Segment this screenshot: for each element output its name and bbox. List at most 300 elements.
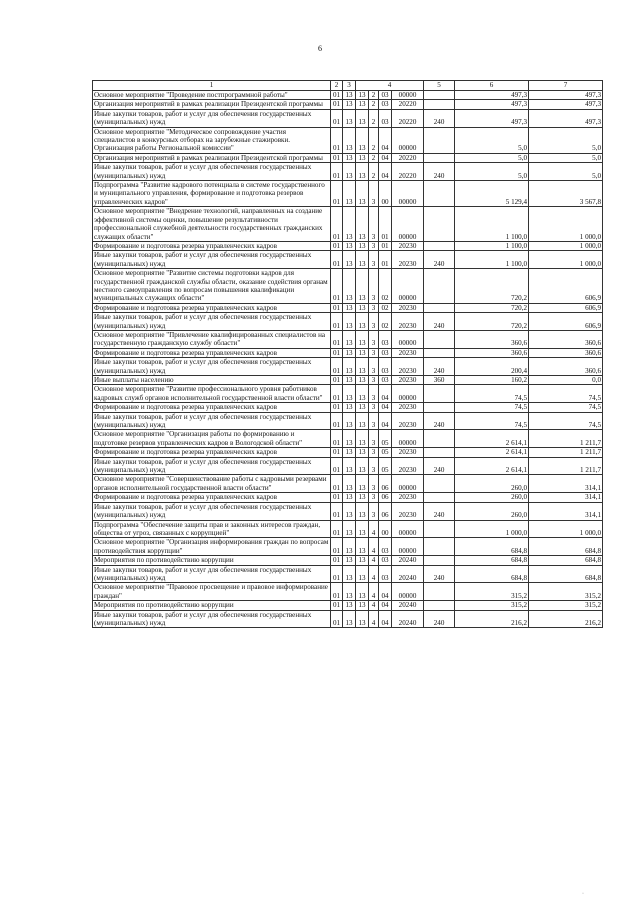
col6-value-cell: 260,0 <box>455 493 529 502</box>
col5-cell <box>424 153 455 162</box>
target-a-cell: 13 <box>356 109 369 127</box>
header-col-2: 2 <box>331 81 343 91</box>
target-a-cell: 13 <box>356 502 369 520</box>
target-b-cell: 4 <box>369 556 379 565</box>
col5-cell: 240 <box>424 457 455 475</box>
row-name-cell: Основное мероприятие "Правовое просвещение и правовое информирование граждан" <box>93 583 331 601</box>
col3-cell: 13 <box>343 610 356 628</box>
table-row <box>93 475 603 493</box>
table-row <box>93 583 603 601</box>
col2-cell: 01 <box>331 556 343 565</box>
target-c-cell: 01 <box>379 241 392 250</box>
col7-value-cell: 314,1 <box>529 502 603 520</box>
col7-value-cell: 314,1 <box>529 475 603 493</box>
target-code-cell: 20230 <box>392 348 424 357</box>
col2-cell: 01 <box>331 348 343 357</box>
col5-cell: 240 <box>424 313 455 331</box>
col7-value-cell: 314,1 <box>529 493 603 502</box>
col6-value-cell: 260,0 <box>455 475 529 493</box>
col3-cell: 13 <box>343 412 356 430</box>
target-code-cell: 20220 <box>392 100 424 109</box>
col5-cell <box>424 127 455 153</box>
col2-cell: 01 <box>331 100 343 109</box>
col2-cell: 01 <box>331 520 343 538</box>
col3-cell: 13 <box>343 163 356 181</box>
table-body <box>93 91 603 628</box>
target-a-cell: 13 <box>356 412 369 430</box>
row-name-cell: Формирование и подготовка резерва управленческих кадров <box>93 241 331 250</box>
col2-cell: 01 <box>331 127 343 153</box>
table-row <box>93 109 603 127</box>
target-a-cell: 13 <box>356 448 369 457</box>
corner-mark: · <box>582 891 584 897</box>
col7-value-cell: 360,6 <box>529 330 603 348</box>
row-name-cell: Основное мероприятие "Привлечение квалифицированных специалистов на государственную гражданскую службу области" <box>93 330 331 348</box>
col7-value-cell: 497,3 <box>529 100 603 109</box>
target-c-cell: 04 <box>379 127 392 153</box>
col7-value-cell: 5,0 <box>529 127 603 153</box>
target-b-cell: 3 <box>369 313 379 331</box>
target-code-cell: 20220 <box>392 153 424 162</box>
col7-value-cell: 1 000,0 <box>529 241 603 250</box>
col7-value-cell: 497,3 <box>529 109 603 127</box>
header-col-4: 4 <box>356 81 424 91</box>
target-b-cell: 4 <box>369 565 379 583</box>
target-a-cell: 13 <box>356 493 369 502</box>
col2-cell: 01 <box>331 430 343 448</box>
row-name-cell: Иные закупки товаров, работ и услуг для обеспечения государственных (муниципальных) нужд <box>93 251 331 269</box>
table-row <box>93 520 603 538</box>
target-code-cell: 20220 <box>392 163 424 181</box>
table-row <box>93 502 603 520</box>
col6-value-cell: 5,0 <box>455 153 529 162</box>
target-a-cell: 13 <box>356 538 369 556</box>
target-c-cell: 05 <box>379 457 392 475</box>
target-c-cell: 03 <box>379 100 392 109</box>
col7-value-cell: 315,2 <box>529 601 603 610</box>
target-code-cell: 00000 <box>392 269 424 304</box>
target-c-cell: 03 <box>379 348 392 357</box>
col6-value-cell: 2 614,1 <box>455 430 529 448</box>
row-name-cell: Иные закупки товаров, работ и услуг для обеспечения государственных (муниципальных) нужд <box>93 313 331 331</box>
col2-cell: 01 <box>331 251 343 269</box>
col2-cell: 01 <box>331 330 343 348</box>
target-c-cell: 04 <box>379 412 392 430</box>
col3-cell: 13 <box>343 348 356 357</box>
col7-value-cell: 606,9 <box>529 269 603 304</box>
table-row <box>93 565 603 583</box>
target-a-cell: 13 <box>356 241 369 250</box>
col6-value-cell: 5,0 <box>455 127 529 153</box>
table-row <box>93 153 603 162</box>
table-row <box>93 403 603 412</box>
target-c-cell: 03 <box>379 91 392 100</box>
col3-cell: 13 <box>343 303 356 312</box>
table-row <box>93 269 603 304</box>
target-code-cell: 20230 <box>392 448 424 457</box>
col7-value-cell: 216,2 <box>529 610 603 628</box>
col7-value-cell: 315,2 <box>529 583 603 601</box>
target-c-cell: 03 <box>379 565 392 583</box>
table-row <box>93 385 603 403</box>
col3-cell: 13 <box>343 109 356 127</box>
target-b-cell: 3 <box>369 412 379 430</box>
target-c-cell: 03 <box>379 376 392 385</box>
col2-cell: 01 <box>331 313 343 331</box>
col2-cell: 01 <box>331 502 343 520</box>
row-name-cell: Иные закупки товаров, работ и услуг для обеспечения государственных (муниципальных) нужд <box>93 109 331 127</box>
target-b-cell: 2 <box>369 100 379 109</box>
col3-cell: 13 <box>343 538 356 556</box>
target-b-cell: 3 <box>369 358 379 376</box>
col7-value-cell: 5,0 <box>529 163 603 181</box>
target-b-cell: 3 <box>369 448 379 457</box>
col3-cell: 13 <box>343 565 356 583</box>
col2-cell: 01 <box>331 358 343 376</box>
row-name-cell: Иные закупки товаров, работ и услуг для обеспечения государственных (муниципальных) нужд <box>93 457 331 475</box>
row-name-cell: Формирование и подготовка резерва управленческих кадров <box>93 403 331 412</box>
target-code-cell: 00000 <box>392 330 424 348</box>
col3-cell: 13 <box>343 403 356 412</box>
col5-cell: 240 <box>424 358 455 376</box>
target-a-cell: 13 <box>356 91 369 100</box>
target-a-cell: 13 <box>356 181 369 207</box>
col3-cell: 13 <box>343 556 356 565</box>
col3-cell: 13 <box>343 601 356 610</box>
table-row <box>93 376 603 385</box>
target-a-cell: 13 <box>356 385 369 403</box>
target-c-cell: 03 <box>379 556 392 565</box>
col3-cell: 13 <box>343 583 356 601</box>
row-name-cell: Основное мероприятие "Внедрение технологий, направленных на создание эффективной системы оценки, повышение результативности профессиональной служебной деятельности государственных гражданских служащих области" <box>93 207 331 242</box>
row-name-cell: Основное мероприятие "Развитие системы подготовки кадров для государственной гражданской службы области, оказание содействия органам местного самоуправления по вопросам повышения квалификации муниципальных служащих области" <box>93 269 331 304</box>
target-a-cell: 13 <box>356 475 369 493</box>
target-code-cell: 00000 <box>392 207 424 242</box>
col5-cell <box>424 181 455 207</box>
target-c-cell: 04 <box>379 163 392 181</box>
col5-cell: 240 <box>424 502 455 520</box>
col5-cell: 360 <box>424 376 455 385</box>
col5-cell <box>424 403 455 412</box>
col6-value-cell: 360,6 <box>455 348 529 357</box>
target-b-cell: 3 <box>369 251 379 269</box>
col2-cell: 01 <box>331 385 343 403</box>
target-b-cell: 3 <box>369 376 379 385</box>
row-name-cell: Иные закупки товаров, работ и услуг для обеспечения государственных (муниципальных) нужд <box>93 163 331 181</box>
row-name-cell: Формирование и подготовка резерва управленческих кадров <box>93 493 331 502</box>
col5-cell: 240 <box>424 565 455 583</box>
col5-cell <box>424 448 455 457</box>
col5-cell <box>424 583 455 601</box>
table-row <box>93 303 603 312</box>
col7-value-cell: 74,5 <box>529 385 603 403</box>
target-code-cell: 20230 <box>392 376 424 385</box>
col3-cell: 13 <box>343 448 356 457</box>
table-row <box>93 358 603 376</box>
col3-cell: 13 <box>343 457 356 475</box>
target-a-cell: 13 <box>356 457 369 475</box>
header-col-1: 1 <box>93 81 331 91</box>
target-code-cell: 20230 <box>392 303 424 312</box>
budget-table <box>92 80 603 628</box>
target-c-cell: 05 <box>379 430 392 448</box>
target-b-cell: 3 <box>369 269 379 304</box>
target-code-cell: 20240 <box>392 610 424 628</box>
col5-cell <box>424 601 455 610</box>
col6-value-cell: 684,8 <box>455 556 529 565</box>
col6-value-cell: 684,8 <box>455 565 529 583</box>
target-b-cell: 3 <box>369 348 379 357</box>
row-name-cell: Основное мероприятие "Организация работы по формированию и подготовке резервов управленческих кадров в Вологодской области" <box>93 430 331 448</box>
target-b-cell: 4 <box>369 610 379 628</box>
table-row <box>93 91 603 100</box>
col6-value-cell: 260,0 <box>455 502 529 520</box>
target-code-cell: 20230 <box>392 457 424 475</box>
col5-cell <box>424 269 455 304</box>
col5-cell <box>424 207 455 242</box>
col6-value-cell: 720,2 <box>455 313 529 331</box>
target-code-cell: 20230 <box>392 502 424 520</box>
table-row <box>93 100 603 109</box>
table-row <box>93 448 603 457</box>
target-a-cell: 13 <box>356 313 369 331</box>
col5-cell <box>424 520 455 538</box>
target-c-cell: 03 <box>379 358 392 376</box>
target-c-cell: 01 <box>379 251 392 269</box>
col6-value-cell: 720,2 <box>455 303 529 312</box>
col7-value-cell: 360,6 <box>529 348 603 357</box>
col3-cell: 13 <box>343 153 356 162</box>
col7-value-cell: 497,3 <box>529 91 603 100</box>
col7-value-cell: 606,9 <box>529 313 603 331</box>
target-c-cell: 03 <box>379 109 392 127</box>
col6-value-cell: 160,2 <box>455 376 529 385</box>
row-name-cell: Формирование и подготовка резерва управленческих кадров <box>93 348 331 357</box>
col3-cell: 13 <box>343 251 356 269</box>
col5-cell <box>424 538 455 556</box>
col7-value-cell: 0,0 <box>529 376 603 385</box>
table-row <box>93 127 603 153</box>
col2-cell: 01 <box>331 457 343 475</box>
target-b-cell: 2 <box>369 127 379 153</box>
col6-value-cell: 1 100,0 <box>455 207 529 242</box>
col7-value-cell: 3 567,8 <box>529 181 603 207</box>
target-code-cell: 20230 <box>392 412 424 430</box>
target-c-cell: 06 <box>379 502 392 520</box>
col7-value-cell: 684,8 <box>529 565 603 583</box>
target-c-cell: 03 <box>379 330 392 348</box>
row-name-cell: Подпрограмма "Развитие кадрового потенциала в системе государственного и муниципального управления, формирование и подготовка резервов управленческих кадров" <box>93 181 331 207</box>
row-name-cell: Иные выплаты населению <box>93 376 331 385</box>
col5-cell: 240 <box>424 109 455 127</box>
col7-value-cell: 606,9 <box>529 303 603 312</box>
col3-cell: 13 <box>343 430 356 448</box>
col3-cell: 13 <box>343 330 356 348</box>
col6-value-cell: 1 100,0 <box>455 241 529 250</box>
target-a-cell: 13 <box>356 601 369 610</box>
col7-value-cell: 74,5 <box>529 403 603 412</box>
header-col-6: 6 <box>455 81 529 91</box>
table-row <box>93 163 603 181</box>
target-b-cell: 2 <box>369 163 379 181</box>
col7-value-cell: 1 211,7 <box>529 430 603 448</box>
col2-cell: 01 <box>331 153 343 162</box>
row-name-cell: Подпрограмма "Обеспечение защиты прав и законных интересов граждан, общества от угроз, связанных с коррупцией" <box>93 520 331 538</box>
target-b-cell: 2 <box>369 153 379 162</box>
target-b-cell: 3 <box>369 502 379 520</box>
col6-value-cell: 5 129,4 <box>455 181 529 207</box>
row-name-cell: Мероприятия по противодействию коррупции <box>93 601 331 610</box>
target-a-cell: 13 <box>356 565 369 583</box>
target-code-cell: 20240 <box>392 601 424 610</box>
col5-cell <box>424 493 455 502</box>
col6-value-cell: 2 614,1 <box>455 457 529 475</box>
target-b-cell: 3 <box>369 403 379 412</box>
target-c-cell: 04 <box>379 385 392 403</box>
row-name-cell: Основное мероприятие "Развитие профессионального уровня работников кадровых служб органов исполнительной государственной власти области" <box>93 385 331 403</box>
col3-cell: 13 <box>343 520 356 538</box>
target-b-cell: 3 <box>369 303 379 312</box>
col7-value-cell: 684,8 <box>529 538 603 556</box>
col2-cell: 01 <box>331 538 343 556</box>
col2-cell: 01 <box>331 601 343 610</box>
target-a-cell: 13 <box>356 610 369 628</box>
target-c-cell: 02 <box>379 313 392 331</box>
col5-cell: 240 <box>424 163 455 181</box>
target-code-cell: 00000 <box>392 181 424 207</box>
col3-cell: 13 <box>343 91 356 100</box>
target-code-cell: 00000 <box>392 520 424 538</box>
target-a-cell: 13 <box>356 583 369 601</box>
col2-cell: 01 <box>331 493 343 502</box>
col6-value-cell: 74,5 <box>455 412 529 430</box>
col3-cell: 13 <box>343 127 356 153</box>
target-a-cell: 13 <box>356 348 369 357</box>
header-col-5: 5 <box>424 81 455 91</box>
col2-cell: 01 <box>331 269 343 304</box>
target-b-cell: 3 <box>369 181 379 207</box>
target-code-cell: 20240 <box>392 556 424 565</box>
target-c-cell: 02 <box>379 303 392 312</box>
target-a-cell: 13 <box>356 330 369 348</box>
col7-value-cell: 1 211,7 <box>529 448 603 457</box>
col6-value-cell: 74,5 <box>455 403 529 412</box>
col2-cell: 01 <box>331 376 343 385</box>
target-code-cell: 20220 <box>392 109 424 127</box>
target-c-cell: 06 <box>379 493 392 502</box>
target-b-cell: 3 <box>369 493 379 502</box>
col7-value-cell: 74,5 <box>529 412 603 430</box>
row-name-cell: Иные закупки товаров, работ и услуг для обеспечения государственных (муниципальных) нужд <box>93 502 331 520</box>
target-a-cell: 13 <box>356 376 369 385</box>
col6-value-cell: 1 000,0 <box>455 520 529 538</box>
target-a-cell: 13 <box>356 153 369 162</box>
target-b-cell: 4 <box>369 583 379 601</box>
target-c-cell: 00 <box>379 520 392 538</box>
row-name-cell: Иные закупки товаров, работ и услуг для обеспечения государственных (муниципальных) нужд <box>93 565 331 583</box>
target-code-cell: 20230 <box>392 403 424 412</box>
col7-value-cell: 360,6 <box>529 358 603 376</box>
col6-value-cell: 720,2 <box>455 269 529 304</box>
col3-cell: 13 <box>343 181 356 207</box>
target-b-cell: 3 <box>369 385 379 403</box>
header-row <box>93 81 603 91</box>
col5-cell <box>424 303 455 312</box>
table-row <box>93 412 603 430</box>
col2-cell: 01 <box>331 181 343 207</box>
target-b-cell: 3 <box>369 457 379 475</box>
col5-cell <box>424 241 455 250</box>
target-a-cell: 13 <box>356 100 369 109</box>
target-code-cell: 20230 <box>392 313 424 331</box>
target-a-cell: 13 <box>356 251 369 269</box>
table-row <box>93 601 603 610</box>
col7-value-cell: 1 000,0 <box>529 251 603 269</box>
col5-cell: 240 <box>424 610 455 628</box>
table-row <box>93 430 603 448</box>
target-a-cell: 13 <box>356 430 369 448</box>
col7-value-cell: 1 211,7 <box>529 457 603 475</box>
row-name-cell: Иные закупки товаров, работ и услуг для обеспечения государственных (муниципальных) нужд <box>93 610 331 628</box>
row-name-cell: Формирование и подготовка резерва управленческих кадров <box>93 448 331 457</box>
col2-cell: 01 <box>331 412 343 430</box>
target-code-cell: 20230 <box>392 358 424 376</box>
col5-cell <box>424 556 455 565</box>
target-code-cell: 00000 <box>392 475 424 493</box>
target-b-cell: 3 <box>369 330 379 348</box>
row-name-cell: Основное мероприятие "Проведение постпрограммной работы" <box>93 91 331 100</box>
target-a-cell: 13 <box>356 556 369 565</box>
target-a-cell: 13 <box>356 403 369 412</box>
target-code-cell: 00000 <box>392 538 424 556</box>
col2-cell: 01 <box>331 241 343 250</box>
col2-cell: 01 <box>331 303 343 312</box>
col2-cell: 01 <box>331 565 343 583</box>
col2-cell: 01 <box>331 475 343 493</box>
col3-cell: 13 <box>343 376 356 385</box>
target-a-cell: 13 <box>356 358 369 376</box>
target-c-cell: 06 <box>379 475 392 493</box>
target-b-cell: 3 <box>369 207 379 242</box>
target-a-cell: 13 <box>356 520 369 538</box>
col7-value-cell: 1 000,0 <box>529 520 603 538</box>
header-col-7: 7 <box>529 81 603 91</box>
table-row <box>93 348 603 357</box>
row-name-cell: Формирование и подготовка резерва управленческих кадров <box>93 303 331 312</box>
row-name-cell: Основное мероприятие "Организация информирования граждан по вопросам противодействия коррупции" <box>93 538 331 556</box>
target-c-cell: 01 <box>379 207 392 242</box>
col5-cell <box>424 348 455 357</box>
table-row <box>93 251 603 269</box>
col6-value-cell: 74,5 <box>455 385 529 403</box>
row-name-cell: Иные закупки товаров, работ и услуг для обеспечения государственных (муниципальных) нужд <box>93 412 331 430</box>
table-row <box>93 556 603 565</box>
target-code-cell: 20230 <box>392 241 424 250</box>
target-c-cell: 04 <box>379 153 392 162</box>
target-c-cell: 03 <box>379 538 392 556</box>
col6-value-cell: 200,4 <box>455 358 529 376</box>
target-a-cell: 13 <box>356 127 369 153</box>
row-name-cell: Иные закупки товаров, работ и услуг для обеспечения государственных (муниципальных) нужд <box>93 358 331 376</box>
col6-value-cell: 216,2 <box>455 610 529 628</box>
target-code-cell: 20230 <box>392 493 424 502</box>
row-name-cell: Организация мероприятий в рамках реализации Президентской программы <box>93 100 331 109</box>
target-code-cell: 20230 <box>392 251 424 269</box>
target-c-cell: 04 <box>379 610 392 628</box>
col5-cell <box>424 475 455 493</box>
page-number: 6 <box>318 44 322 53</box>
table-row <box>93 457 603 475</box>
